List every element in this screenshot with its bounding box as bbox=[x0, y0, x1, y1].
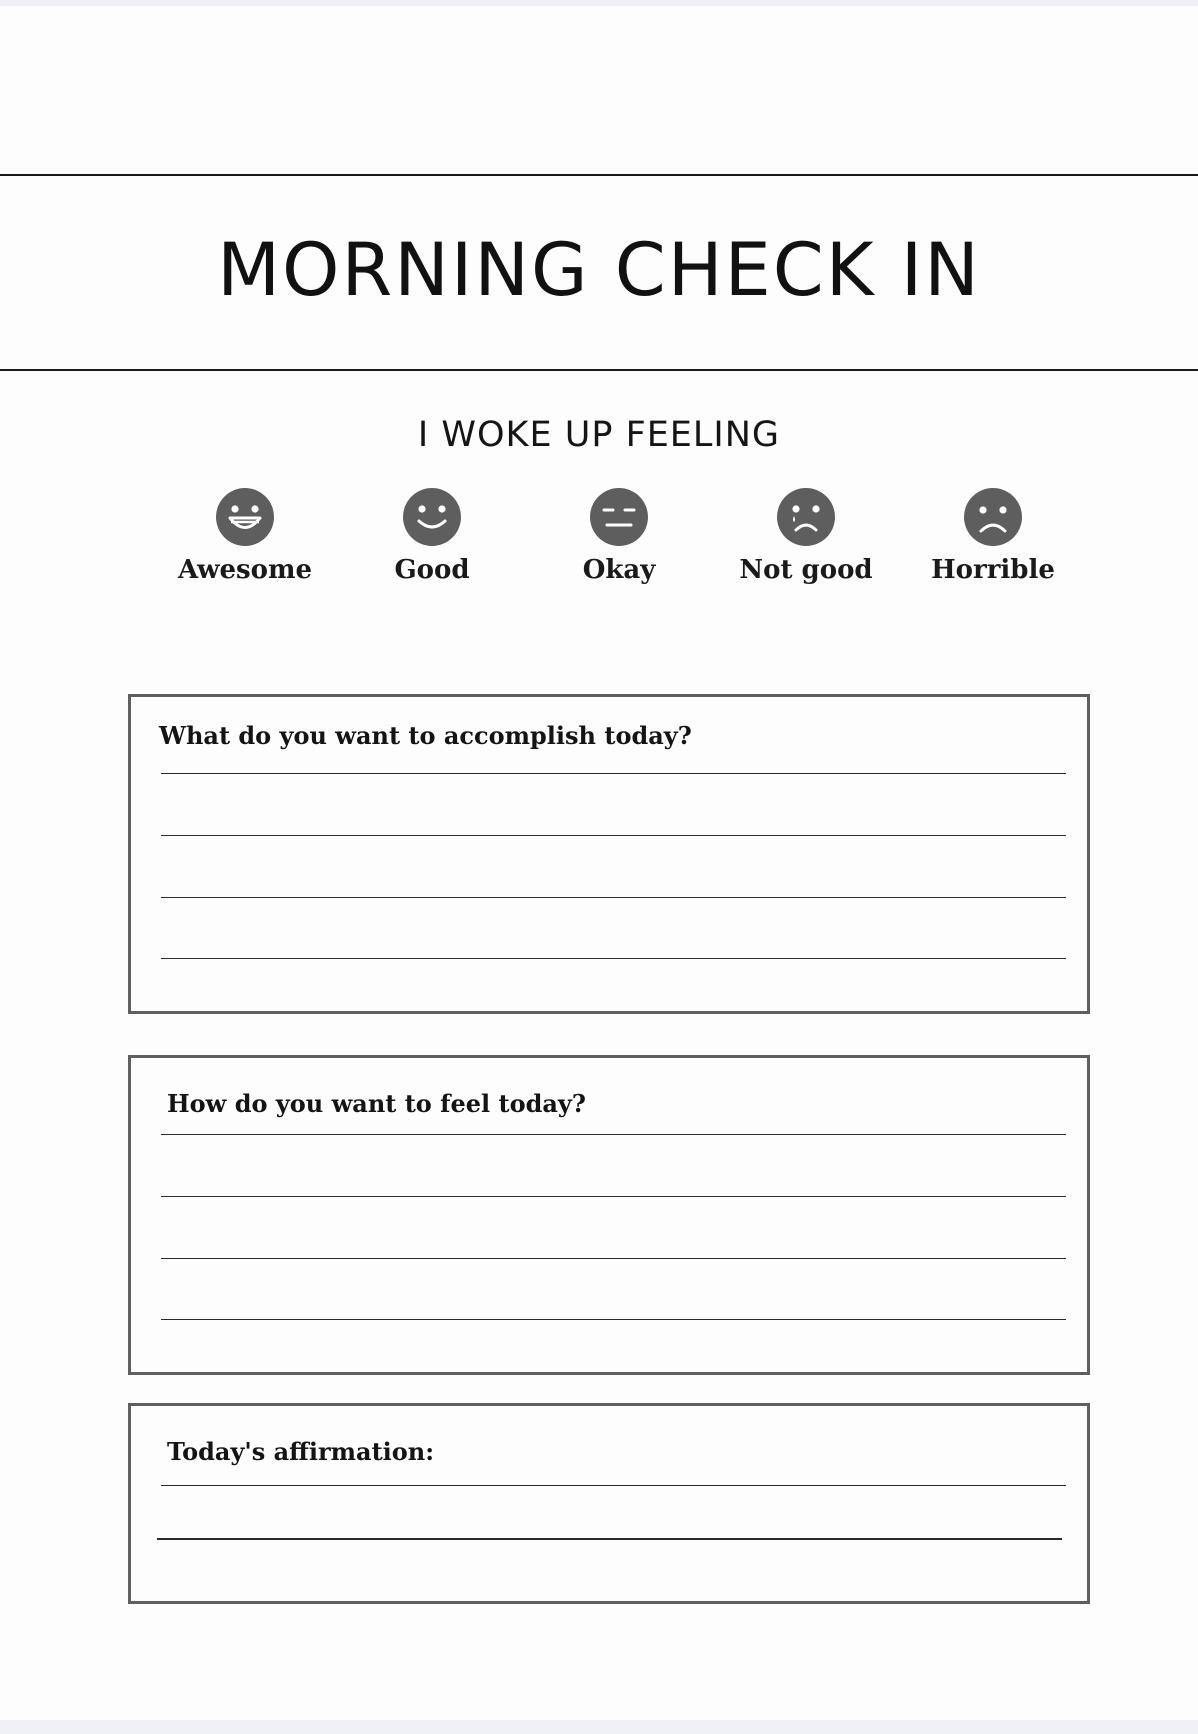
mood-option-horrible[interactable] bbox=[903, 487, 1083, 585]
writing-line[interactable] bbox=[161, 1485, 1066, 1486]
mood-label-okay: Okay bbox=[582, 555, 656, 585]
crying-face-icon bbox=[776, 487, 836, 547]
writing-line[interactable] bbox=[161, 1258, 1066, 1259]
affirmation-box bbox=[128, 1403, 1090, 1604]
mood-heading: I WOKE UP FEELING bbox=[417, 415, 781, 455]
mood-option-not-good[interactable] bbox=[716, 487, 896, 585]
writing-line[interactable] bbox=[161, 773, 1066, 774]
feel-box bbox=[128, 1055, 1090, 1375]
grinning-face-icon bbox=[215, 487, 275, 547]
feel-prompt: How do you want to feel today? bbox=[167, 1089, 586, 1118]
writing-line[interactable] bbox=[161, 897, 1066, 898]
writing-line[interactable] bbox=[161, 958, 1066, 959]
writing-line[interactable] bbox=[161, 835, 1066, 836]
accomplish-box bbox=[128, 694, 1090, 1014]
neutral-face-icon bbox=[589, 487, 649, 547]
writing-line[interactable] bbox=[161, 1134, 1066, 1135]
page-title: MORNING CHECK IN bbox=[217, 228, 981, 313]
mood-option-okay[interactable] bbox=[529, 487, 709, 585]
writing-line[interactable] bbox=[161, 1196, 1066, 1197]
writing-line[interactable] bbox=[161, 1319, 1066, 1320]
accomplish-prompt: What do you want to accomplish today? bbox=[159, 721, 692, 750]
affirmation-prompt: Today's affirmation: bbox=[167, 1437, 435, 1466]
writing-line[interactable] bbox=[157, 1538, 1062, 1540]
mood-label-good: Good bbox=[394, 555, 470, 585]
mood-label-awesome: Awesome bbox=[177, 555, 313, 585]
worksheet-page bbox=[0, 6, 1198, 1720]
mood-label-not-good: Not good bbox=[739, 555, 873, 585]
header-top-rule bbox=[0, 174, 1198, 176]
mood-option-good[interactable] bbox=[342, 487, 522, 585]
header-bottom-rule bbox=[0, 369, 1198, 371]
mood-option-awesome[interactable] bbox=[155, 487, 335, 585]
frowning-face-icon bbox=[963, 487, 1023, 547]
smiling-face-icon bbox=[402, 487, 462, 547]
mood-label-horrible: Horrible bbox=[931, 555, 1055, 585]
